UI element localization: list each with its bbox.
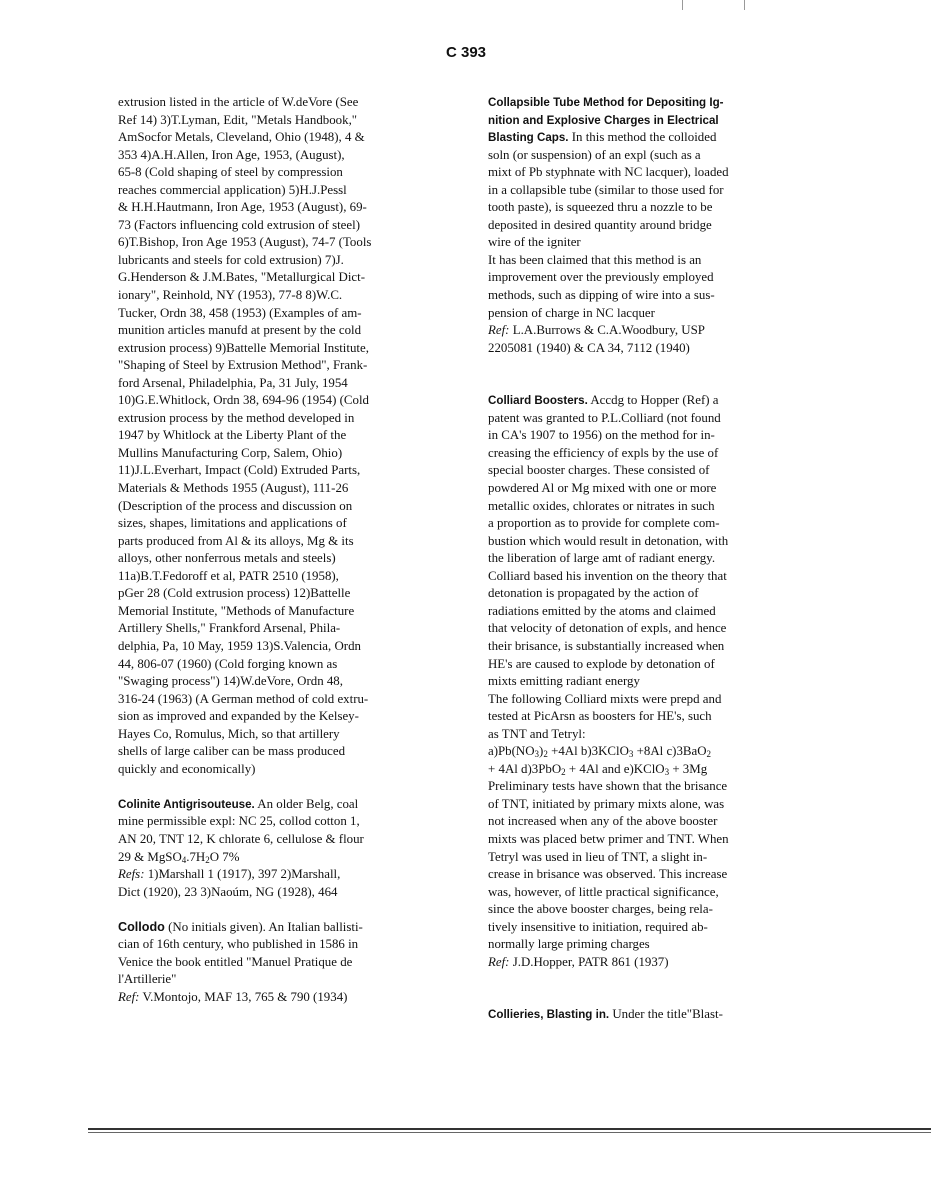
reference-line: Materials & Methods 1955 (August), 111-26 xyxy=(118,481,349,496)
formula-part: + 4Al and e)KClO xyxy=(565,761,665,776)
entry-line: HE's are caused to explode by detonation of xyxy=(488,656,715,671)
reference-line: 316-24 (1963) (A German method of cold extru- xyxy=(118,691,369,706)
entry-line: Preliminary tests have shown that the brisance xyxy=(488,779,728,794)
entry-line xyxy=(488,954,810,972)
entry-line: pension of charge in NC lacquer xyxy=(488,305,655,320)
subscript: 3 xyxy=(664,766,670,777)
bottom-rule xyxy=(88,1128,931,1130)
scan-mark-left xyxy=(682,0,683,10)
entry-line: their brisance, is substantially increased when xyxy=(488,638,725,653)
bottom-rule-thin xyxy=(88,1132,931,1133)
entry-line: metallic oxides, chlorates or nitrates in such xyxy=(488,498,715,513)
entry-body xyxy=(488,147,810,322)
spacer xyxy=(488,375,810,393)
entry-line: mine permissible expl: NC 25, collod cotton 1, xyxy=(118,814,360,829)
reference-line: 73 (Factors influencing cold extrusion of steel) xyxy=(118,217,360,232)
reference-line: extrusion listed in the article of W.deVore (See xyxy=(118,95,359,109)
entry-line xyxy=(118,866,466,884)
entry-line xyxy=(118,989,466,1007)
reference-line: ionary", Reinhold, NY (1953), 77-8 8)W.C. xyxy=(118,288,343,303)
spacer xyxy=(118,778,466,796)
entry-line: cian of 16th century, who published in 1586 in xyxy=(118,937,359,952)
spacer xyxy=(488,971,810,989)
reference-line: parts produced from Al & its alloys, Mg & its xyxy=(118,533,354,548)
entry-line: radiations emitted by the atoms and claimed xyxy=(488,603,716,618)
entry-body xyxy=(488,778,810,953)
reference-line: munition articles manufd at present by the cold xyxy=(118,323,362,338)
entry-line: patent was granted to P.L.Colliard (not found xyxy=(488,410,721,425)
entry-line xyxy=(488,392,810,410)
entry-line: It has been claimed that this method is an xyxy=(488,252,702,267)
formula-part: + 3Mg xyxy=(669,761,708,776)
reference-line: quickly and economically) xyxy=(118,761,256,776)
reference-line: AmSocfor Metals, Cleveland, Ohio (1948), 4 & xyxy=(118,130,365,145)
entry-line: tested at PicArsn as boosters for HE's, such xyxy=(488,709,712,724)
reference-line: Mullins Manufacturing Corp, Salem, Ohio) xyxy=(118,445,343,460)
reference-line: 6)T.Bishop, Iron Age 1953 (August), 74-7 (Tools xyxy=(118,235,372,250)
scan-mark-right xyxy=(744,0,745,10)
reference-line: 11)J.L.Everhart, Impact (Cold) Extruded Parts, xyxy=(118,463,361,478)
left-column xyxy=(118,94,466,1006)
formula-line xyxy=(488,761,810,779)
subscript: 2 xyxy=(561,766,566,777)
entry-line: in a collapsible tube (similar to those used for xyxy=(488,182,724,197)
entry-line: not increased when any of the above booster xyxy=(488,814,718,829)
entry-line: mixts emitting radiant energy xyxy=(488,674,640,689)
entry-line: tooth paste), is squeezed thru a nozzle to be xyxy=(488,200,713,215)
colliard-boosters-entry xyxy=(488,392,810,971)
entry-line: that velocity of detonation of expls, and hence xyxy=(488,621,727,636)
reference-line: 65-8 (Cold shaping of steel by compression xyxy=(118,165,343,180)
entry-title: Colliard Boosters. xyxy=(488,394,588,408)
reference-line: (Description of the process and discussion on xyxy=(118,498,353,513)
formula-part: + 4Al d)3PbO xyxy=(488,761,562,776)
entry-title: Colinite Antigrisouteuse. xyxy=(118,797,255,811)
reference-line: 44, 806-07 (1960) (Cold forging known as xyxy=(118,656,338,671)
page-number: C 393 xyxy=(446,44,487,61)
entry-line: Colliard based his invention on the theory that xyxy=(488,568,727,583)
entry-line xyxy=(118,919,466,937)
entry-line: Dict (1920), 23 3)Naoúm, NG (1928), 464 xyxy=(118,884,338,899)
entry-text: Accdg to Hopper (Ref) a xyxy=(587,393,719,408)
entry-line: as TNT and Tetryl: xyxy=(488,726,586,741)
extrusion-continued-block xyxy=(118,94,466,778)
spacer xyxy=(118,901,466,919)
ref-text: J.D.Hopper, PATR 861 (1937) xyxy=(509,954,669,969)
entry-line: mixts was placed betw primer and TNT. When xyxy=(488,831,729,846)
collieries-entry xyxy=(488,1006,810,1024)
entry-line: in CA's 1907 to 1956) on the method for in- xyxy=(488,428,715,443)
entry-line: since the above booster charges, being rela- xyxy=(488,902,713,917)
entry-line: a proportion as to provide for complete com- xyxy=(488,516,720,531)
entry-text: Under the title"Blast- xyxy=(609,1007,723,1022)
entry-line: special booster charges. These consisted of xyxy=(488,463,710,478)
reference-line: "Shaping of Steel by Extrusion Method", Frank- xyxy=(118,358,368,373)
reference-line: extrusion process) 9)Battelle Memorial Institute, xyxy=(118,340,369,355)
entry-line: mixt of Pb styphnate with NC lacquer), loaded xyxy=(488,165,729,180)
reference-line: Memorial Institute, "Methods of Manufacture xyxy=(118,603,355,618)
entry-line: tively insensitive to initiation, required ab- xyxy=(488,919,708,934)
formula-part: ) xyxy=(539,744,544,759)
entry-line: crease in brisance was observed. This increase xyxy=(488,867,728,882)
subscript: 3 xyxy=(628,749,634,760)
entry-line: was, however, of little practical significance, xyxy=(488,884,719,899)
refs-text: 1)Marshall 1 (1917), 397 2)Marshall, xyxy=(144,867,341,882)
reference-line: lubricants and steels for cold extrusion) 7)J. xyxy=(118,252,344,267)
reference-line: 10)G.E.Whitlock, Ordn 38, 694-96 (1954) (Cold xyxy=(118,393,369,408)
entry-line xyxy=(488,1006,810,1024)
entry-line xyxy=(118,796,466,814)
ref-text: V.Montojo, MAF 13, 765 & 790 (1934) xyxy=(139,989,348,1004)
entry-title: Collieries, Blasting in. xyxy=(488,1008,610,1022)
ref-label: Ref: xyxy=(118,989,140,1004)
formula-part: .7H xyxy=(186,849,206,864)
reference-line: shells of large caliber can be mass produced xyxy=(118,744,346,759)
subscript: 4 xyxy=(181,854,187,865)
reference-line: reaches commercial application) 5)H.J.Pessl xyxy=(118,182,347,197)
reference-line: Ref 14) 3)T.Lyman, Edit, "Metals Handbook," xyxy=(118,112,358,127)
entry-line: the liberation of large amt of radiant energy. xyxy=(488,551,716,566)
ref-label: Ref: xyxy=(488,954,510,969)
subscript: 2 xyxy=(205,854,210,865)
entry-line: deposited in desired quantity around bridge xyxy=(488,217,712,232)
right-column xyxy=(488,94,810,1024)
entry-title: Collapsible Tube Method for Depositing Ig- xyxy=(488,96,724,109)
entry-line: wire of the igniter xyxy=(488,235,581,250)
ref-text: L.A.Burrows & C.A.Woodbury, USP xyxy=(509,323,705,338)
reference-line: extrusion process by the method developed in xyxy=(118,410,355,425)
formula-part: +4Al b)3KClO xyxy=(547,744,629,759)
reference-line: ford Arsenal, Philadelphia, Pa, 31 July, 1954 xyxy=(118,375,348,390)
spacer xyxy=(488,989,810,1007)
entry-line xyxy=(488,129,810,147)
collapsible-tube-entry xyxy=(488,94,810,357)
entry-line: improvement over the previously employed xyxy=(488,270,714,285)
entry-title: nition and Explosive Charges in Electrical xyxy=(488,113,719,127)
formula-line xyxy=(488,743,810,761)
refs-label: Refs: xyxy=(118,867,145,882)
reference-line: Artillery Shells," Frankford Arsenal, Phila- xyxy=(118,621,341,636)
entry-line: bustion which would result in detonation, with xyxy=(488,533,729,548)
entry-title: Collodo xyxy=(118,919,165,934)
colinite-entry xyxy=(118,796,466,901)
reference-line: "Swaging process") 14)W.deVore, Ordn 48, xyxy=(118,674,343,689)
entry-line: methods, such as dipping of wire into a sus- xyxy=(488,288,715,303)
reference-line: delphia, Pa, 10 May, 1959 13)S.Valencia, Ordn xyxy=(118,638,361,653)
reference-line: sion as improved and expanded by the Kelsey- xyxy=(118,709,359,724)
entry-line: l'Artillerie" xyxy=(118,972,177,987)
reference-line: Tucker, Ordn 38, 458 (1953) (Examples of am- xyxy=(118,305,362,320)
entry-line: powdered Al or Mg mixed with one or more xyxy=(488,481,717,496)
entry-line: 2205081 (1940) & CA 34, 7112 (1940) xyxy=(488,340,690,355)
entry-line: Venice the book entitled "Manuel Pratique de xyxy=(118,954,353,969)
reference-line: G.Henderson & J.M.Bates, "Metallurgical Dict- xyxy=(118,270,366,285)
reference-line: alloys, other nonferrous metals and steels) xyxy=(118,551,336,566)
reference-line: 353 4)A.H.Allen, Iron Age, 1953, (August), xyxy=(118,147,345,162)
entry-text: An older Belg, coal xyxy=(254,796,359,811)
entry-text: In this method the colloided xyxy=(568,130,717,145)
ref-label: Ref: xyxy=(488,323,510,338)
entry-line: normally large priming charges xyxy=(488,937,650,952)
formula-part: +8Al c)3BaO xyxy=(633,744,707,759)
collodo-entry xyxy=(118,919,466,1007)
subscript: 2 xyxy=(706,749,712,760)
entry-text: (No initials given). An Italian ballisti- xyxy=(164,919,363,934)
entry-line: AN 20, TNT 12, K chlorate 6, cellulose & flour xyxy=(118,831,364,846)
entry-line xyxy=(488,322,810,340)
reference-line: pGer 28 (Cold extrusion process) 12)Battelle xyxy=(118,586,351,601)
entry-line: of TNT, initiated by primary mixts alone, was xyxy=(488,796,725,811)
entry-line: The following Colliard mixts were prepd and xyxy=(488,691,722,706)
entry-line: detonation is propagated by the action of xyxy=(488,586,699,601)
subscript: 2 xyxy=(543,749,548,760)
formula-part: a)Pb(NO xyxy=(488,744,535,759)
spacer xyxy=(488,357,810,375)
entry-line: soln (or suspension) of an expl (such as a xyxy=(488,147,701,162)
formula-part: O 7% xyxy=(209,849,240,864)
reference-line: 11a)B.T.Fedoroff et al, PATR 2510 (1958), xyxy=(118,568,339,583)
subscript: 3 xyxy=(534,749,540,760)
reference-line: sizes, shapes, limitations and applications of xyxy=(118,516,347,531)
entry-line xyxy=(118,849,466,867)
reference-line: Hayes Co, Romulus, Mich, so that artillery xyxy=(118,726,340,741)
entry-line: Tetryl was used in lieu of TNT, a slight in- xyxy=(488,849,708,864)
formula-part: 29 & MgSO xyxy=(118,849,182,864)
entry-line: creasing the efficiency of expls by the use of xyxy=(488,445,719,460)
entry-title: Blasting Caps. xyxy=(488,131,569,145)
reference-line: 1947 by Whitlock at the Liberty Plant of the xyxy=(118,428,347,443)
entry-body xyxy=(488,410,810,743)
reference-line: & H.H.Hautmann, Iron Age, 1953 (August), 69- xyxy=(118,200,367,215)
